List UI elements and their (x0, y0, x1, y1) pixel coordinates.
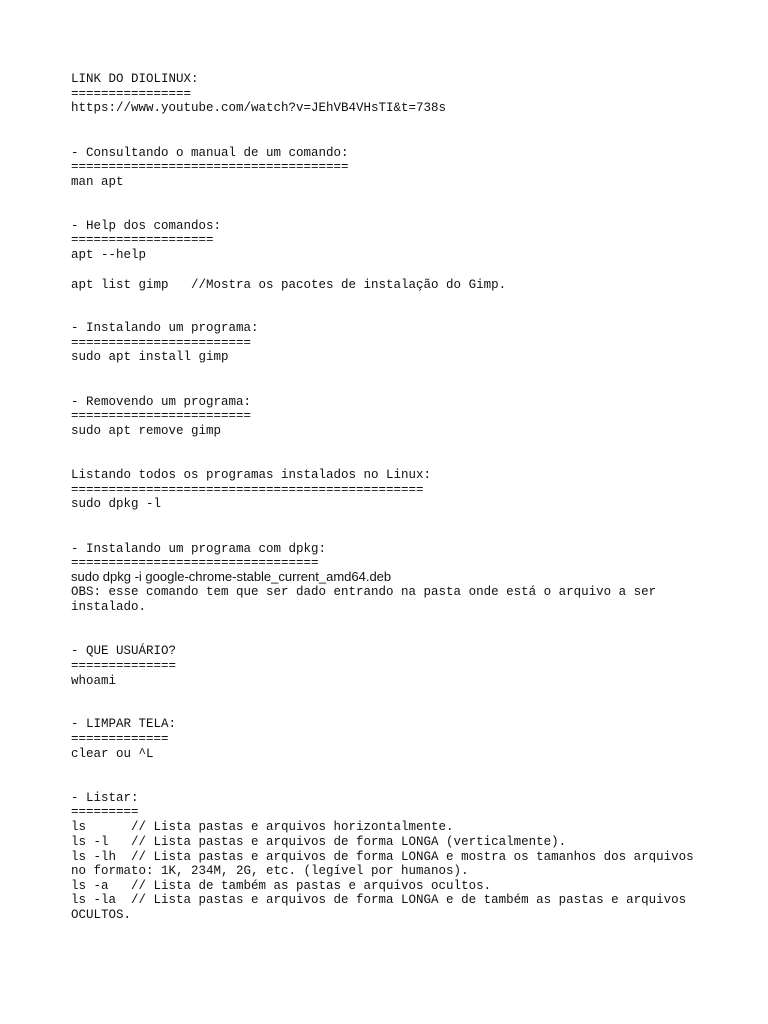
list-line: ls -la // Lista pastas e arquivos de forma LONGA e de também as pastas e arquivos (71, 893, 687, 907)
list-installed-command: sudo dpkg -l (71, 497, 162, 511)
list-installed-section-underline: =============================================== (71, 483, 424, 497)
youtube-link[interactable]: https://www.youtube.com/watch?v=JEhVB4VHsTI&t=738s (71, 101, 447, 115)
manual-section-title: - Consultando o manual de um comando: (71, 146, 349, 160)
dpkg-section-title: - Instalando um programa com dpkg: (71, 542, 327, 556)
list-line: ls -l // Lista pastas e arquivos de forma LONGA (verticalmente). (71, 835, 567, 849)
manual-section-underline: ===================================== (71, 160, 349, 174)
link-section-underline: ================ (71, 87, 192, 101)
link-section-title: LINK DO DIOLINUX: (71, 72, 199, 86)
list-section-title: - Listar: (71, 791, 139, 805)
list-installed-section-title: Listando todos os programas instalados no Linux: (71, 468, 432, 482)
dpkg-note-line-1: OBS: esse comando tem que ser dado entrando na pasta onde está o arquivo a ser (71, 585, 657, 599)
list-line: OCULTOS. (71, 908, 132, 922)
clear-section-underline: ============= (71, 732, 169, 746)
install-section-underline: ======================== (71, 336, 252, 350)
dpkg-section-underline: ================================= (71, 556, 319, 570)
help-example: apt list gimp //Mostra os pacotes de instalação do Gimp. (71, 278, 507, 292)
install-section-title: - Instalando um programa: (71, 321, 259, 335)
manual-command: man apt (71, 175, 124, 189)
remove-command: sudo apt remove gimp (71, 424, 222, 438)
list-line: no formato: 1K, 234M, 2G, etc. (legível por humanos). (71, 864, 469, 878)
dpkg-note-line-2: instalado. (71, 600, 147, 614)
remove-section-underline: ======================== (71, 409, 252, 423)
clear-command: clear ou ^L (71, 747, 154, 761)
clear-section-title: - LIMPAR TELA: (71, 717, 177, 731)
list-line: ls -a // Lista de também as pastas e arquivos ocultos. (71, 879, 492, 893)
list-line: ls // Lista pastas e arquivos horizontalmente. (71, 820, 454, 834)
whoami-section-underline: ============== (71, 659, 177, 673)
whoami-command: whoami (71, 674, 117, 688)
list-section-underline: ========= (71, 805, 139, 819)
install-command: sudo apt install gimp (71, 350, 229, 364)
help-section-underline: =================== (71, 233, 214, 247)
whoami-section-title: - QUE USUÁRIO? (71, 644, 177, 658)
help-command: apt --help (71, 248, 147, 262)
remove-section-title: - Removendo um programa: (71, 395, 252, 409)
list-line: ls -lh // Lista pastas e arquivos de forma LONGA e mostra os tamanhos dos arquivos (71, 850, 694, 864)
dpkg-command: sudo dpkg -i google-chrome-stable_current_amd64.deb (71, 569, 392, 584)
help-section-title: - Help dos comandos: (71, 219, 222, 233)
